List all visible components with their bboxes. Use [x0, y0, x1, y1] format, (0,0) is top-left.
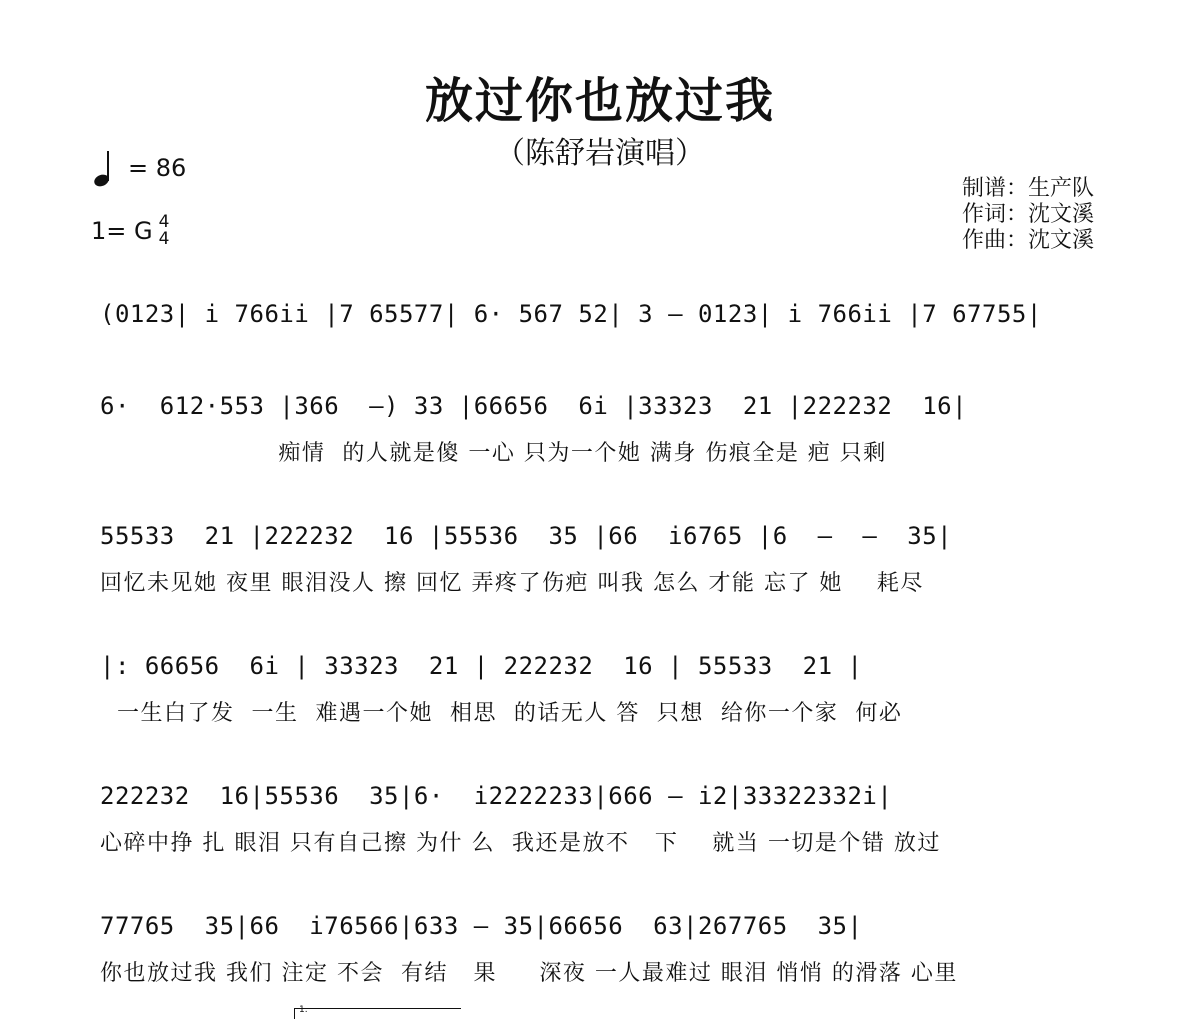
lyrics-line: 你也放过我 我们 注定 不会 有结 果 深夜 一人最难过 眼泪 悄悄 的滑落 心里 — [100, 961, 958, 986]
tempo-marking — [94, 150, 186, 186]
credit-composer: 作曲：沈文溪 — [962, 228, 1095, 253]
song-title: 放过你也放过我 — [424, 73, 775, 129]
notation-line: |: 66656 6i | 33323 21 | 222232 16 | 55533 21 | — [100, 652, 863, 680]
time-sig-top: 4 — [158, 212, 170, 232]
key-label: 1= G — [91, 217, 153, 245]
lyrics-line: 心碎中挣 扎 眼泪 只有自己擦 为什 么 我还是放不 下 就当 一切是个错 放过 — [100, 831, 941, 856]
credit-lyricist: 作词：沈文溪 — [962, 202, 1095, 227]
lyrics-line: 一生白了发 一生 难遇一个她 相思 的话无人 答 只想 给你一个家 何必 — [100, 701, 903, 726]
notation-line: 222232 16|55536 35|6· i2222233|666 — i2|33322332i| — [100, 782, 893, 810]
time-signature — [159, 214, 170, 248]
notation-line: 6· 612·553 |366 —) 33 |66656 6i |33323 21 |222232 16| — [100, 392, 968, 420]
credits — [962, 176, 1094, 254]
time-sig-bottom: 4 — [158, 229, 170, 249]
notation-line: 55533 21 |222232 16 |55536 35 |66 i6765 |6 — — 35| — [100, 522, 953, 550]
key-signature — [91, 214, 169, 248]
notation-line: 77765 35|66 i76566|633 — 35|66656 63|267765 35| — [100, 912, 863, 940]
volta-label: 1. — [299, 1005, 308, 1015]
song-subtitle: （陈舒岩演唱） — [495, 136, 705, 171]
lyrics-line: 痴情 的人就是傻 一心 只为一个她 满身 伤痕全是 疤 只剩 — [100, 441, 887, 466]
tempo-value: = 86 — [128, 154, 187, 182]
volta-bracket — [294, 1005, 461, 1019]
quarter-note-icon — [94, 150, 114, 186]
lyrics-line: 回忆未见她 夜里 眼泪没人 擦 回忆 弄疼了伤疤 叫我 怎么 才能 忘了 她 耗尽 — [100, 571, 924, 596]
credit-arranger: 制谱：生产队 — [962, 176, 1095, 201]
notation-line: (0123| i 766ii |7 65577| 6· 567 52| 3 — 0123| i 766ii |7 67755| — [100, 300, 1042, 328]
